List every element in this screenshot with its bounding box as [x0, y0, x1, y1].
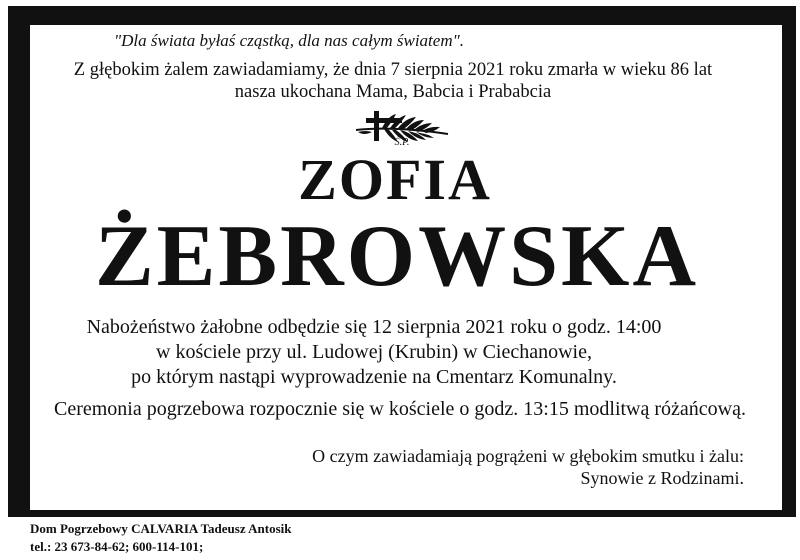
- funeral-mass-line-2: w kościele przy ul. Ludowej (Krubin) w Ciechanowie,: [156, 341, 592, 363]
- deceased-last-name: ŻEBROWSKA: [94, 208, 700, 305]
- announcement-line-2: nasza ukochana Mama, Babcia i Prababcia: [234, 82, 552, 102]
- funeral-mass-line-1: Nabożeństwo żałobne odbędzie się 12 sierpnia 2021 roku o godz. 14:00: [86, 316, 662, 338]
- funeral-home-phone: tel.: 23 673-84-62; 600-114-101;: [30, 539, 204, 554]
- ceremony-info: Ceremonia pogrzebowa rozpocznie się w kościele o godz. 13:15 modlitwą różańcową.: [54, 398, 746, 420]
- sp-abbreviation: Ś.P.: [394, 137, 410, 148]
- announcement-line-1: Z głębokim żalem zawiadamiamy, że dnia 7 sierpnia 2021 roku zmarła w wieku 86 lat: [73, 60, 713, 80]
- deceased-first-name: ZOFIA: [298, 147, 492, 212]
- motto: "Dla świata byłaś cząstką, dla nas całym światem".: [113, 31, 464, 50]
- funeral-mass-line-3: po którym nastąpi wyprowadzenie na Cmentarz Komunalny.: [131, 366, 617, 388]
- funeral-home-name: Dom Pogrzebowy CALVARIA Tadeusz Antosik: [30, 521, 292, 536]
- signers: Synowie z Rodzinami.: [580, 468, 744, 488]
- notifying-line: O czym zawiadamiają pogrążeni w głębokim smutku i żalu:: [312, 446, 744, 466]
